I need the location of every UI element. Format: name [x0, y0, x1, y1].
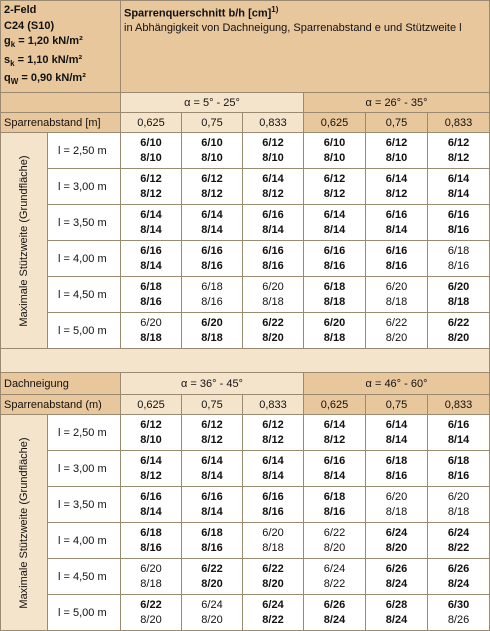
section-top: 6/20: [385, 490, 408, 503]
section-bottom: 8/10: [323, 151, 346, 164]
load-symbol: s: [4, 53, 11, 66]
cross-section-cell: [428, 451, 490, 487]
spacing-value: 0,75: [366, 395, 428, 415]
section-top: 6/12: [201, 418, 223, 431]
section-top: 6/20: [385, 280, 408, 293]
span-label: l = 2,50 m: [48, 415, 121, 451]
cross-section-cell: [366, 523, 428, 559]
load-amount: = 1,20 kN/m²: [15, 35, 83, 47]
load-subscript: k: [10, 40, 16, 50]
section-top: 6/16: [323, 244, 346, 257]
section-top: 6/10: [323, 136, 346, 149]
section-bottom: 8/14: [201, 223, 223, 236]
section-bottom: 8/10: [140, 151, 162, 164]
cross-section-cell: [243, 205, 304, 241]
section-top: 6/18: [323, 490, 346, 503]
section-top: 6/16: [201, 490, 223, 503]
roof-pitch-label: Dachneigung: [1, 373, 121, 395]
section-bottom: 8/24: [323, 613, 346, 626]
load-value: [4, 71, 117, 90]
section-bottom: 8/14: [447, 433, 470, 446]
spacing-value: 0,833: [428, 113, 490, 133]
section-top: 6/26: [447, 562, 470, 575]
section-top: 6/20: [140, 316, 162, 329]
section-top: 6/14: [262, 172, 284, 185]
span-axis-text: Maximale Stützweite (Grundfläche): [18, 436, 30, 609]
section-top: 6/10: [140, 136, 162, 149]
cross-section-cell: [304, 487, 366, 523]
section-top: 6/20: [323, 316, 346, 329]
cross-section-cell: [243, 595, 304, 631]
section-top: 6/22: [385, 316, 408, 329]
cross-section-cell: [182, 559, 243, 595]
section-bottom: 8/12: [140, 469, 162, 482]
spacing-value: 0,625: [121, 395, 182, 415]
section-bottom: 8/10: [262, 151, 284, 164]
cross-section-cell: [304, 205, 366, 241]
section-top: 6/12: [447, 136, 470, 149]
section-top: 6/22: [323, 526, 346, 539]
span-label: l = 3,50 m: [48, 487, 121, 523]
cross-section-cell: [182, 487, 243, 523]
title-line1: 2-Feld: [4, 4, 37, 16]
title-line2: C24 (S10): [4, 19, 55, 32]
section-top: 6/14: [447, 172, 470, 185]
cross-section-cell: [428, 169, 490, 205]
section-top: 6/30: [447, 598, 470, 611]
spacing-value: 0,75: [182, 395, 243, 415]
span-label: l = 4,00 m: [48, 523, 121, 559]
load-list: [4, 34, 117, 90]
section-bottom: 8/18: [323, 295, 346, 308]
section-top: 6/24: [262, 598, 284, 611]
cross-section-cell: [121, 595, 182, 631]
section-bottom: 8/12: [262, 187, 284, 200]
cross-section-cell: [366, 595, 428, 631]
cross-section-cell: [121, 133, 182, 169]
section-bottom: 8/14: [385, 433, 408, 446]
span-label: l = 3,00 m: [48, 451, 121, 487]
section-top: 6/12: [140, 172, 162, 185]
section-bottom: 8/22: [447, 541, 470, 554]
cross-section-cell: [304, 595, 366, 631]
section-bottom: 8/18: [201, 331, 223, 344]
span-label: l = 5,00 m: [48, 313, 121, 349]
section-bottom: 8/20: [262, 331, 284, 344]
section-top: 6/20: [140, 562, 162, 575]
section-top: 6/26: [323, 598, 346, 611]
span-label: l = 3,00 m: [48, 169, 121, 205]
section-top: 6/28: [385, 598, 408, 611]
alpha-range-left: α = 36° - 45°: [121, 373, 304, 395]
cross-section-cell: [121, 169, 182, 205]
section-bottom: 8/18: [323, 331, 346, 344]
span-label: l = 4,00 m: [48, 241, 121, 277]
section-bottom: 8/20: [385, 541, 408, 554]
section-top: 6/20: [201, 316, 223, 329]
section-subtitle: in Abhängigkeit von Dachneigung, Sparrenabstand e und Stützweite l: [124, 21, 462, 34]
span-label: l = 4,50 m: [48, 277, 121, 313]
section-bottom: 8/18: [447, 505, 470, 518]
section-top: 6/22: [201, 562, 223, 575]
spacing-value: 0,75: [366, 113, 428, 133]
cross-section-cell: [428, 415, 490, 451]
section-bottom: 8/16: [385, 469, 408, 482]
span-axis-text: Maximale Stützweite (Grundfläche): [18, 154, 30, 327]
cross-section-cell: [366, 451, 428, 487]
cross-section-cell: [304, 277, 366, 313]
cross-section-cell: [428, 595, 490, 631]
alpha-range-right: α = 46° - 60°: [304, 373, 490, 395]
section-bottom: 8/16: [447, 469, 470, 482]
section-top: 6/18: [323, 280, 346, 293]
cross-section-cell: [366, 133, 428, 169]
cross-section-cell: [243, 415, 304, 451]
cross-section-cell: [243, 487, 304, 523]
section-top: 6/14: [201, 208, 223, 221]
section-bottom: 8/22: [323, 577, 346, 590]
section-bottom: 8/20: [447, 331, 470, 344]
cross-section-cell: [121, 205, 182, 241]
cross-section-cell: [243, 133, 304, 169]
cross-section-cell: [428, 523, 490, 559]
spacing-label: Sparrenabstand (m): [1, 395, 121, 415]
section-bottom: 8/10: [140, 433, 162, 446]
section-bottom: 8/18: [140, 577, 162, 590]
section-title: Sparrenquerschnitt b/h [cm]: [124, 7, 272, 20]
section-bottom: 8/16: [140, 541, 162, 554]
section-top: 6/16: [447, 208, 470, 221]
section-top: 6/24: [447, 526, 470, 539]
section-bottom: 8/16: [201, 541, 223, 554]
section-bottom: 8/24: [385, 577, 408, 590]
section-header: [121, 1, 490, 93]
cross-section-cell: [182, 451, 243, 487]
empty-corner: [1, 93, 121, 113]
cross-section-cell: [304, 241, 366, 277]
span-axis-label: [1, 133, 48, 349]
cross-section-cell: [366, 241, 428, 277]
cross-section-cell: [304, 133, 366, 169]
cross-section-cell: [243, 523, 304, 559]
section-top: 6/22: [447, 316, 470, 329]
load-value: [4, 53, 117, 72]
cross-section-cell: [121, 523, 182, 559]
alpha-range-left: α = 5° - 25°: [121, 93, 304, 113]
span-label: l = 3,50 m: [48, 205, 121, 241]
cross-section-cell: [121, 415, 182, 451]
load-info: [1, 1, 121, 93]
section-bottom: 8/12: [323, 187, 346, 200]
section-bottom: 8/14: [447, 187, 470, 200]
section-top: 6/18: [201, 280, 223, 293]
section-bottom: 8/24: [385, 613, 408, 626]
spacing-value: 0,625: [121, 113, 182, 133]
cross-section-cell: [366, 487, 428, 523]
cross-section-cell: [428, 277, 490, 313]
section-bottom: 8/12: [385, 187, 408, 200]
load-symbol: g: [4, 35, 11, 47]
section-bottom: 8/16: [385, 259, 408, 272]
section-top: 6/16: [262, 208, 284, 221]
section-top: 6/16: [447, 418, 470, 431]
load-subscript: W: [10, 77, 19, 87]
section-top: 6/24: [323, 562, 346, 575]
section-top: 6/24: [201, 598, 223, 611]
section-bottom: 8/18: [447, 295, 470, 308]
section-bottom: 8/18: [140, 331, 162, 344]
cross-section-cell: [428, 487, 490, 523]
section-top: 6/16: [140, 244, 162, 257]
section-bottom: 8/18: [262, 541, 284, 554]
span-label: l = 2,50 m: [48, 133, 121, 169]
section-top: 6/16: [201, 244, 223, 257]
cross-section-cell: [428, 133, 490, 169]
spacing-label: Sparrenabstand [m]: [1, 113, 121, 133]
span-axis-label: [1, 415, 48, 631]
cross-section-cell: [366, 205, 428, 241]
spacing-value: 0,75: [182, 113, 243, 133]
section-top: 6/20: [447, 490, 470, 503]
section-bottom: 8/20: [140, 613, 162, 626]
spacing-value: 0,833: [428, 395, 490, 415]
section-bottom: 8/10: [385, 151, 408, 164]
section-bottom: 8/12: [201, 187, 223, 200]
cross-section-cell: [304, 559, 366, 595]
section-bottom: 8/16: [201, 295, 223, 308]
section-top: 6/20: [447, 280, 470, 293]
section-top: 6/14: [385, 418, 408, 431]
section-top: 6/14: [140, 454, 162, 467]
section-bottom: 8/14: [262, 469, 284, 482]
section-top: 6/14: [323, 418, 346, 431]
span-label: l = 4,50 m: [48, 559, 121, 595]
section-bottom: 8/26: [447, 613, 470, 626]
cross-section-cell: [243, 169, 304, 205]
section-top: 6/18: [447, 454, 470, 467]
section-bottom: 8/12: [140, 187, 162, 200]
section-bottom: 8/14: [140, 223, 162, 236]
section-bottom: 8/24: [447, 577, 470, 590]
spacing-value: 0,833: [243, 113, 304, 133]
spacing-value: 0,625: [304, 395, 366, 415]
section-top: 6/22: [262, 316, 284, 329]
section-top: 6/12: [201, 172, 223, 185]
section-top: 6/18: [447, 244, 470, 257]
section-top: 6/14: [201, 454, 223, 467]
section-top: 6/22: [140, 598, 162, 611]
section-spacer: [1, 349, 490, 373]
section-bottom: 8/20: [385, 331, 408, 344]
section-top: 6/10: [201, 136, 223, 149]
cross-section-cell: [182, 415, 243, 451]
cross-section-cell: [366, 169, 428, 205]
load-amount: = 0,90 kN/m²: [18, 72, 86, 85]
section-top: 6/12: [140, 418, 162, 431]
cross-section-cell: [366, 277, 428, 313]
section-bottom: 8/14: [262, 223, 284, 236]
section-top: 6/18: [140, 280, 162, 293]
section-bottom: 8/14: [385, 223, 408, 236]
cross-section-cell: [304, 523, 366, 559]
section-top: 6/18: [140, 526, 162, 539]
cross-section-cell: [304, 451, 366, 487]
section-bottom: 8/16: [140, 295, 162, 308]
load-value: [4, 34, 117, 53]
cross-section-cell: [243, 451, 304, 487]
section-bottom: 8/14: [201, 469, 223, 482]
section-bottom: 8/18: [385, 295, 408, 308]
section-top: 6/12: [385, 136, 408, 149]
section-bottom: 8/20: [201, 577, 223, 590]
section-bottom: 8/14: [323, 469, 346, 482]
cross-section-cell: [182, 595, 243, 631]
section-bottom: 8/12: [447, 151, 470, 164]
section-top: 6/16: [262, 490, 284, 503]
section-bottom: 8/12: [262, 433, 284, 446]
cross-section-cell: [243, 559, 304, 595]
section-bottom: 8/20: [323, 541, 346, 554]
section-bottom: 8/12: [323, 433, 346, 446]
section-bottom: 8/14: [140, 505, 162, 518]
section-bottom: 8/16: [262, 259, 284, 272]
section-bottom: 8/12: [201, 433, 223, 446]
cross-section-cell: [121, 241, 182, 277]
cross-section-cell: [428, 241, 490, 277]
section-bottom: 8/16: [201, 259, 223, 272]
section-top: 6/22: [262, 562, 284, 575]
cross-section-cell: [182, 169, 243, 205]
section-top: 6/12: [262, 136, 284, 149]
section-top: 6/14: [140, 208, 162, 221]
section-top: 6/14: [262, 454, 284, 467]
cross-section-cell: [243, 313, 304, 349]
cross-section-cell: [366, 559, 428, 595]
section-top: 6/18: [385, 454, 408, 467]
cross-section-cell: [304, 169, 366, 205]
load-subscript: k: [10, 58, 15, 68]
section-top: 6/20: [262, 526, 284, 539]
section-top: 6/14: [385, 172, 408, 185]
cross-section-cell: [428, 559, 490, 595]
section-bottom: 8/18: [385, 505, 408, 518]
section-top: 6/14: [323, 208, 346, 221]
section-bottom: 8/10: [201, 151, 223, 164]
cross-section-cell: [366, 415, 428, 451]
cross-section-cell: [243, 277, 304, 313]
spacing-value: 0,833: [243, 395, 304, 415]
section-bottom: 8/16: [323, 259, 346, 272]
section-top: 6/12: [323, 172, 346, 185]
section-bottom: 8/14: [201, 505, 223, 518]
section-bottom: 8/20: [201, 613, 223, 626]
section-top: 6/24: [385, 526, 408, 539]
section-top: 6/12: [262, 418, 284, 431]
cross-section-cell: [182, 277, 243, 313]
section-top: 6/16: [385, 208, 408, 221]
section-bottom: 8/16: [323, 505, 346, 518]
section-top: 6/16: [323, 454, 346, 467]
cross-section-cell: [304, 415, 366, 451]
section-bottom: 8/14: [323, 223, 346, 236]
section-top: 6/20: [262, 280, 284, 293]
section-bottom: 8/16: [447, 259, 470, 272]
cross-section-cell: [182, 205, 243, 241]
cross-section-cell: [121, 559, 182, 595]
cross-section-cell: [121, 451, 182, 487]
spacing-value: 0,625: [304, 113, 366, 133]
load-amount: = 1,10 kN/m²: [14, 53, 83, 66]
section-footnote: 1): [271, 5, 279, 14]
span-label: l = 5,00 m: [48, 595, 121, 631]
section-top: 6/16: [140, 490, 162, 503]
load-symbol: q: [4, 72, 11, 85]
section-top: 6/18: [201, 526, 223, 539]
cross-section-cell: [182, 313, 243, 349]
section-top: 6/16: [385, 244, 408, 257]
section-bottom: 8/20: [262, 577, 284, 590]
cross-section-cell: [428, 205, 490, 241]
cross-section-cell: [304, 313, 366, 349]
cross-section-cell: [182, 133, 243, 169]
cross-section-cell: [182, 523, 243, 559]
cross-section-cell: [121, 313, 182, 349]
alpha-range-right: α = 26° - 35°: [304, 93, 490, 113]
section-bottom: 8/16: [262, 505, 284, 518]
section-bottom: 8/16: [447, 223, 470, 236]
cross-section-cell: [428, 313, 490, 349]
cross-section-cell: [121, 487, 182, 523]
cross-section-cell: [243, 241, 304, 277]
cross-section-cell: [121, 277, 182, 313]
section-bottom: 8/14: [140, 259, 162, 272]
section-top: 6/16: [262, 244, 284, 257]
cross-section-cell: [366, 313, 428, 349]
section-top: 6/26: [385, 562, 408, 575]
section-bottom: 8/18: [262, 295, 284, 308]
cross-section-cell: [182, 241, 243, 277]
section-bottom: 8/22: [262, 613, 284, 626]
